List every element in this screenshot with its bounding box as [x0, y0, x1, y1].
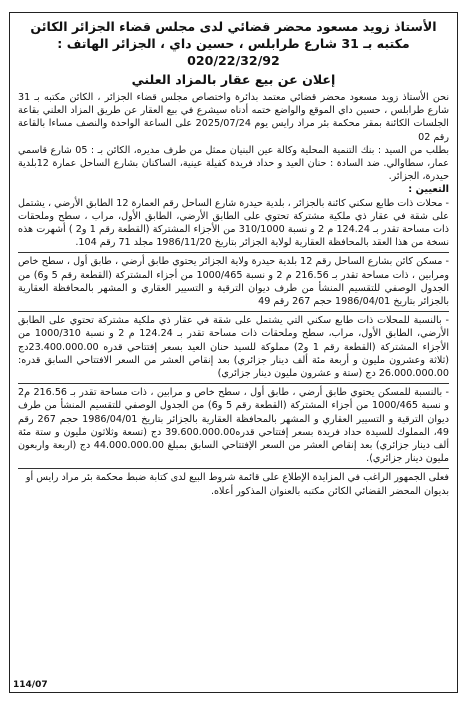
- intro-paragraph: نحن الأستاذ زويد مسعود محضر قضائي معتمد بدائرة واختصاص مجلس قضاء الجزائر ، الكائن مكتبه بـ 31 شارع طرابلس ، حسين داي الموقع والواضع ختمه أدناه سيشرع في بيع العقار عن طريق المزاد العلني بقاعة الجلسات الكائنة بمقر محكمة بئر مراد رايس يوم 2025/07/24 على الساعة الواحدة والنصف مساءا بالقاعة رقم 02: [18, 92, 449, 143]
- separator: [18, 383, 449, 384]
- header-line-1: الأستاذ زويد مسعود محضر قضائي لدى مجلس قضاء الجزائر الكائن: [30, 19, 437, 34]
- header-phone: 020/22/32/92: [187, 53, 280, 68]
- header-line-2: مكتبه بـ 31 شارع طرابلس ، حسين داي ، الجزائر الهاتف :: [57, 36, 410, 51]
- designation-item-2: - مسكن كائن بشارع الساحل رقم 12 بلدية حيدرة ولاية الجزائر يحتوي طابق أرضي ، طابق أول ، سطح خاص ومرابين ، ذات مساحة تقدر بـ 216.56 م 2 و نسبة 1000/465 من أجزاء المشتركة (القطعة رقم 5 و6) من الجدول الوصفي للتقسيم المنشأ من طرف ديوان الترقية و التسيير العقاري و المشهر بالمحافظة العقارية بالجزائر بتاريخ 1986/04/01 حجم 267 رقم 49: [18, 256, 450, 308]
- header: [18, 18, 449, 69]
- plaintiff-paragraph: بطلب من السيد : بنك التنمية المحلية وكالة عين البنيان ممثل من طرف مديره، الكائن بـ : 05 شارع قاسمي عمار، سطاوالي. ضد السادة : حنان العيد و حداد فريدة كفيلة عينية، الساكنان بشارع الساحل عمارة 12بلدية حيدرة، الجزائر.: [18, 144, 449, 183]
- designation-item-1: - محلات ذات طابع سكني كائنة بالجزائر ، بلدية حيدرة شارع الساحل رقم العمارة 12 الطابق الأرضي ، يشتمل على شقة في عقار ذي ملكية مشتركة تحتوي على الطابق الأرضي، الطابق الأول، مراب ، سطح وملحقات ذات مساحة تقدر بـ 124.24 م 2 و نسبة 310/1000 من الأجزاء المشتركة (القطعة رقم 1 و2 ) أشهرت هذه نسخة من هذا العقد بالمحافظة العقارية لولاية الجزائر بتاريخ 1986/11/20 مجلد 71 رقم 104.: [18, 197, 449, 249]
- footer-paragraph: فعلى الجمهور الراغب في المزايدة الإطلاع على قائمة شروط البيع لدى كتابة ضبط محكمة بئر مراد رايس أو بديوان المحضر القضائي الكائن مكتبه بالعنوان المذكور أعلاه.: [25, 472, 449, 497]
- separator: [18, 252, 449, 253]
- announcement-page: [9, 12, 458, 693]
- separator: [18, 311, 449, 312]
- price-item-1: - بالنسبة للمحلات ذات طابع سكني التي يشتمل على شقة في عقار ذي ملكية مشتركة تحتوي على الطابق الأرضي، الطابق الأول، مراب، سطح وملحقات ذات مساحة تقدر بـ 124.24 م 2 و نسبة 1000/310 من الأجزاء المشتركة (القطعة رقم 1 و2) مملوكة للسيد حنان العيد بسعر إفتتاحي قدره 23.400.000.00دج (ثلاثة وعشرون مليون و أربعة مئة ألف دينار جزائري) بعد إنقاص العشر من السعر الافتتاحي السابق قدره: 26.000.000.00 دج (ستة و عشرون مليون دينار جزائري): [18, 315, 449, 380]
- designation-label: التعيين :: [408, 184, 449, 196]
- separator: [18, 468, 449, 469]
- announcement-title: إعلان عن بيع عقار بالمزاد العلني: [131, 72, 336, 87]
- price-item-2: - بالنسبة للمسكن يحتوي طابق أرضي ، طابق أول ، سطح خاص و مرابين ، ذات مساحة تقدر بـ 216.56 م2 و نسبة 1000/465 من أجزاء المشتركة (القطعة رقم 5 و6) من الجدول الوصفي للتقسيم المنشأ من طرف ديوان الترقية و التسيير العقاري و المشهر بالمحافظة العقارية بالجزائر بتاريخ 1986/04/01 حجم 267 رقم 49، المملوك للسيدة حداد فريدة بسعر إفتتاحي قدره39.600.000.00 دج (تسعة وثلاثون مليون و ستة مئة ألف دينار جزائري) بعد إنقاص العشر من السعر الإفتتاحي السابق بمبلغ 44.000.000.00 دج (اربعة واربعون مليون دينار جزائري).: [18, 387, 450, 465]
- document-number: 114/07: [13, 680, 48, 690]
